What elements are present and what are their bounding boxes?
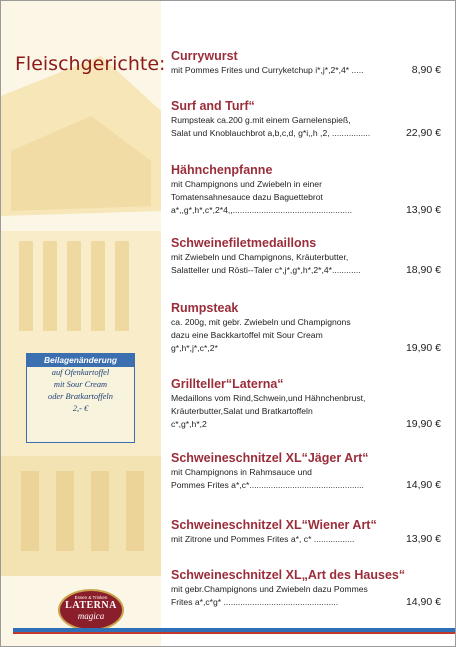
menu-item-price: 14,90 € (405, 596, 441, 608)
menu-item-title: Schweinefiletmedaillons (171, 236, 317, 250)
menu-item-line: mit Zwiebeln und Champignons, Kräuterbutter, (171, 252, 349, 262)
logo-name: LATERNA (65, 600, 117, 611)
menu-item-line: dazu eine Backkartoffel mit Sour Cream (171, 330, 323, 340)
menu-item (171, 163, 447, 217)
menu-item-line: g*,h*,j*,c*,2* (171, 343, 218, 353)
menu-item-line: mit Champignons und Zwiebeln in einer (171, 179, 322, 189)
menu-item-title: Schweineschnitzel XL“Wiener Art“ (171, 518, 377, 532)
menu-item (171, 451, 447, 492)
menu-item (171, 99, 447, 140)
menu-item-description (171, 64, 447, 77)
menu-item-line: Tomatensahnesauce dazu Baguettebrot (171, 192, 323, 202)
menu-item-line: mit gebr.Champignons und Zwiebeln dazu Pommes (171, 584, 368, 594)
side-dish-line: auf Ofenkartoffel (51, 368, 110, 377)
menu-item-price: 22,90 € (405, 127, 441, 139)
menu-item-line: Rumpsteak ca.200 g.mit einem Garnelenspieß, (171, 115, 351, 125)
menu-item-line: Salatteller und Rösti--Taler c*,j*,g*,h*,2*,4*............ (171, 265, 361, 275)
menu-item-price: 19,90 € (405, 342, 441, 354)
laterna-logo (58, 589, 124, 631)
side-dish-line: mit Sour Cream (53, 380, 108, 389)
menu-item-line: Salat und Knoblauchbrot a,b,c,d, g*i,,h ,2, ................ (171, 128, 371, 138)
menu-item-title: Schweineschnitzel XL„Art des Hauses“ (171, 568, 406, 582)
side-dish-price: 2,- € (72, 404, 89, 413)
menu-item-line: mit Zitrone und Pommes Frites a*, c* ................. (171, 534, 355, 544)
menu-item-price: 18,90 € (405, 264, 441, 276)
logo-tagline: Essen & Trinken (74, 595, 108, 600)
side-dish-note (26, 353, 135, 443)
logo-subname: magica (77, 611, 105, 621)
menu-item-title: Currywurst (171, 49, 238, 63)
menu-item (171, 301, 447, 355)
menu-item-line: c*,g*,h*,2 (171, 419, 207, 429)
menu-item-line: a*,,g*,h*,c*,2*4,,.................................................. (171, 205, 353, 215)
menu-item (171, 236, 447, 277)
menu-item (171, 377, 447, 431)
menu-item-title: Schweineschnitzel XL“Jäger Art“ (171, 451, 369, 465)
menu-item-price: 14,90 € (405, 479, 441, 491)
menu-item-title: Hähnchenpfanne (171, 163, 273, 177)
page-title: Fleischgerichte: (15, 53, 166, 75)
menu-item-price: 8,90 € (411, 64, 441, 76)
menu-item-line: Pommes Frites a*,c*................................................ (171, 480, 364, 490)
menu-item-line: Medaillons vom Rind,Schwein,und Hähnchenbrust, (171, 393, 366, 403)
menu-item-price: 13,90 € (405, 204, 441, 216)
menu-item-title: Rumpsteak (171, 301, 239, 315)
menu-item (171, 49, 447, 77)
menu-item-line: Kräuterbutter,Salat und Bratkartoffeln (171, 406, 313, 416)
menu-item-line: mit Champignons in Rahmsauce und (171, 467, 312, 477)
menu-item-title: Surf and Turf“ (171, 99, 255, 113)
menu-item (171, 518, 447, 546)
menu-item-price: 13,90 € (405, 533, 441, 545)
menu-item (171, 568, 447, 609)
background-watermark (1, 1, 161, 646)
menu-item-price: 19,90 € (405, 418, 441, 430)
side-dish-title: Beilagenänderung (27, 354, 134, 367)
menu-item-line: Frites a*,c*g* ................................................ (171, 597, 339, 607)
menu-item-title: Grillteller“Laterna“ (171, 377, 284, 391)
side-dish-line: oder Bratkartoffeln (48, 392, 113, 401)
footer-bar-red (13, 632, 455, 634)
menu-item-line: mit Pommes Frites und Curryketchup i*,j*,2*,4* ..... (171, 65, 364, 75)
menu-item-line: ca. 200g, mit gebr. Zwiebeln und Champignons (171, 317, 351, 327)
